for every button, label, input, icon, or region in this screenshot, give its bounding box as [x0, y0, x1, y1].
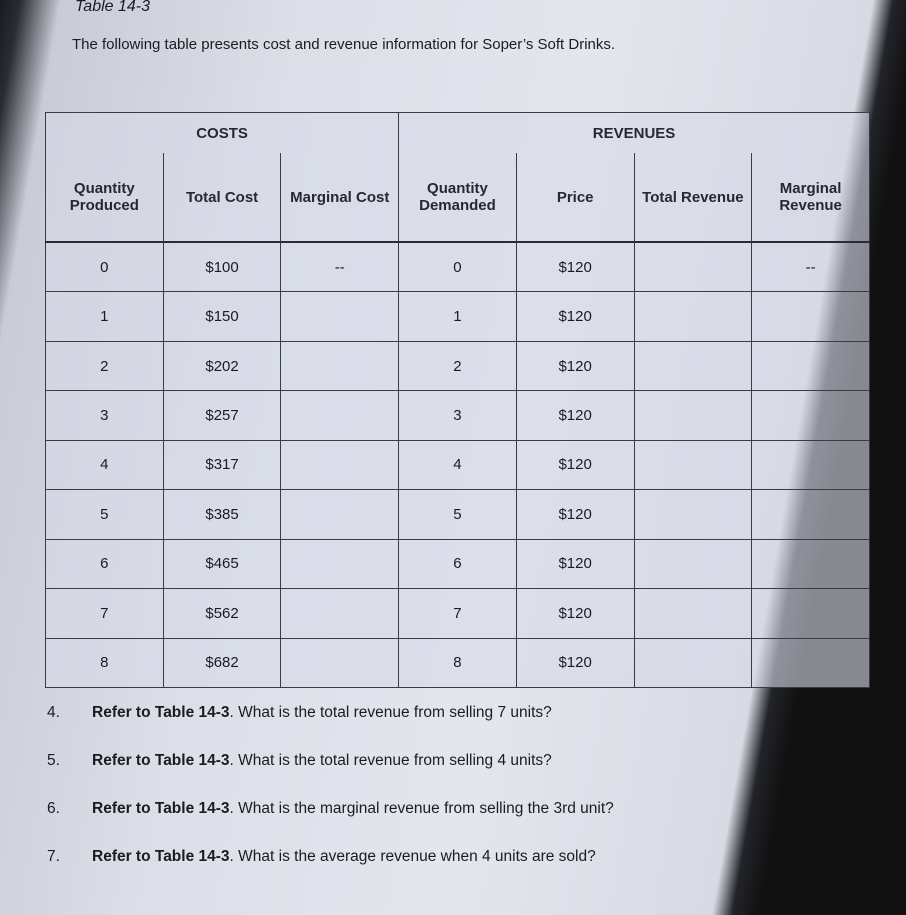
- table-row: [46, 638, 870, 688]
- table-cell: $120: [516, 242, 634, 292]
- table-row: [46, 589, 870, 638]
- column-header: Quantity Demanded: [399, 153, 517, 242]
- question-text: . What is the marginal revenue from selling the 3rd unit?: [229, 800, 614, 817]
- table-cell: $385: [163, 490, 281, 539]
- table-cell: $120: [516, 638, 634, 688]
- table-cell: [281, 292, 399, 341]
- table-cell: 5: [399, 490, 517, 539]
- table-row: [46, 341, 870, 390]
- table-cell: --: [752, 242, 870, 292]
- table-cell: [281, 391, 399, 440]
- table-cell: 1: [46, 292, 164, 341]
- table-cell: [634, 391, 752, 440]
- table-cell: 8: [46, 638, 164, 688]
- table-cell: [281, 589, 399, 638]
- table-cell: $120: [516, 589, 634, 638]
- table-cell: --: [281, 242, 399, 292]
- table-cell: [281, 341, 399, 390]
- column-header: Marginal Revenue: [752, 153, 870, 242]
- table-cell: $562: [163, 589, 281, 638]
- table-cell: [752, 391, 870, 440]
- question: [47, 704, 552, 722]
- question-reference: Refer to Table 14-3: [92, 800, 230, 817]
- table-row: [46, 490, 870, 539]
- column-header: Total Revenue: [634, 153, 752, 242]
- table-cell: 4: [46, 440, 164, 489]
- question-text: . What is the average revenue when 4 units are sold?: [229, 848, 596, 865]
- column-header: Quantity Produced: [46, 153, 164, 242]
- question-reference: Refer to Table 14-3: [92, 848, 230, 865]
- table-cell: $120: [516, 539, 634, 588]
- table-cell: 2: [399, 341, 517, 390]
- table-cell: $465: [163, 539, 281, 588]
- question: [47, 800, 614, 818]
- table-cell: [634, 242, 752, 292]
- table-cell: [634, 490, 752, 539]
- table-cell: 6: [46, 539, 164, 588]
- table-cell: [634, 638, 752, 688]
- table-cell: 0: [399, 242, 517, 292]
- question-reference: Refer to Table 14-3: [92, 704, 230, 721]
- table-cell: [634, 292, 752, 341]
- question: [47, 848, 596, 866]
- table-cell: $120: [516, 292, 634, 341]
- question-number: 6.: [47, 800, 60, 817]
- table-cell: $317: [163, 440, 281, 489]
- table-cell: $682: [163, 638, 281, 688]
- table-cell: [752, 341, 870, 390]
- column-header: Total Cost: [163, 153, 281, 242]
- table-cell: $120: [516, 440, 634, 489]
- table-cell: [752, 490, 870, 539]
- table-cell: [752, 292, 870, 341]
- table-cell: 1: [399, 292, 517, 341]
- table-cell: [752, 440, 870, 489]
- question: [47, 752, 552, 770]
- table-cell: [634, 341, 752, 390]
- table-cell: 7: [399, 589, 517, 638]
- column-header: Marginal Cost: [281, 153, 399, 242]
- table-cell: $120: [516, 490, 634, 539]
- table-cell: 7: [46, 589, 164, 638]
- table-cell: 6: [399, 539, 517, 588]
- table-cell: [634, 589, 752, 638]
- table-row: [46, 391, 870, 440]
- table-cell: [634, 539, 752, 588]
- table-cell: 0: [46, 242, 164, 292]
- table-cell: $150: [163, 292, 281, 341]
- question-number: 5.: [47, 752, 60, 769]
- table-description: The following table presents cost and revenue information for Soper’s Soft Drinks.: [72, 36, 616, 53]
- table-cell: $120: [516, 391, 634, 440]
- table-cell: $100: [163, 242, 281, 292]
- table-row: [46, 539, 870, 588]
- group-header-revenues: REVENUES: [399, 113, 870, 154]
- table-cell: 3: [399, 391, 517, 440]
- question-number: 7.: [47, 848, 60, 865]
- cost-revenue-table: [45, 112, 870, 688]
- table-cell: 8: [399, 638, 517, 688]
- question-reference: Refer to Table 14-3: [92, 752, 230, 769]
- group-header-costs: COSTS: [46, 113, 399, 154]
- table-cell: 3: [46, 391, 164, 440]
- table-title: Table 14-3: [75, 0, 151, 15]
- table-cell: [281, 440, 399, 489]
- table-cell: [634, 440, 752, 489]
- table-cell: [281, 490, 399, 539]
- table-cell: [752, 539, 870, 588]
- table-cell: [281, 638, 399, 688]
- table-cell: 4: [399, 440, 517, 489]
- table-cell: 5: [46, 490, 164, 539]
- table-cell: $257: [163, 391, 281, 440]
- question-text: . What is the total revenue from selling 4 units?: [229, 752, 552, 769]
- table-cell: $202: [163, 341, 281, 390]
- question-number: 4.: [47, 704, 60, 721]
- table-row: [46, 440, 870, 489]
- column-header: Price: [516, 153, 634, 242]
- table-cell: [752, 638, 870, 688]
- table-cell: [752, 589, 870, 638]
- table-cell: [281, 539, 399, 588]
- question-text: . What is the total revenue from selling 7 units?: [229, 704, 552, 721]
- table-cell: $120: [516, 341, 634, 390]
- table-row: [46, 242, 870, 292]
- table-cell: 2: [46, 341, 164, 390]
- table-row: [46, 292, 870, 341]
